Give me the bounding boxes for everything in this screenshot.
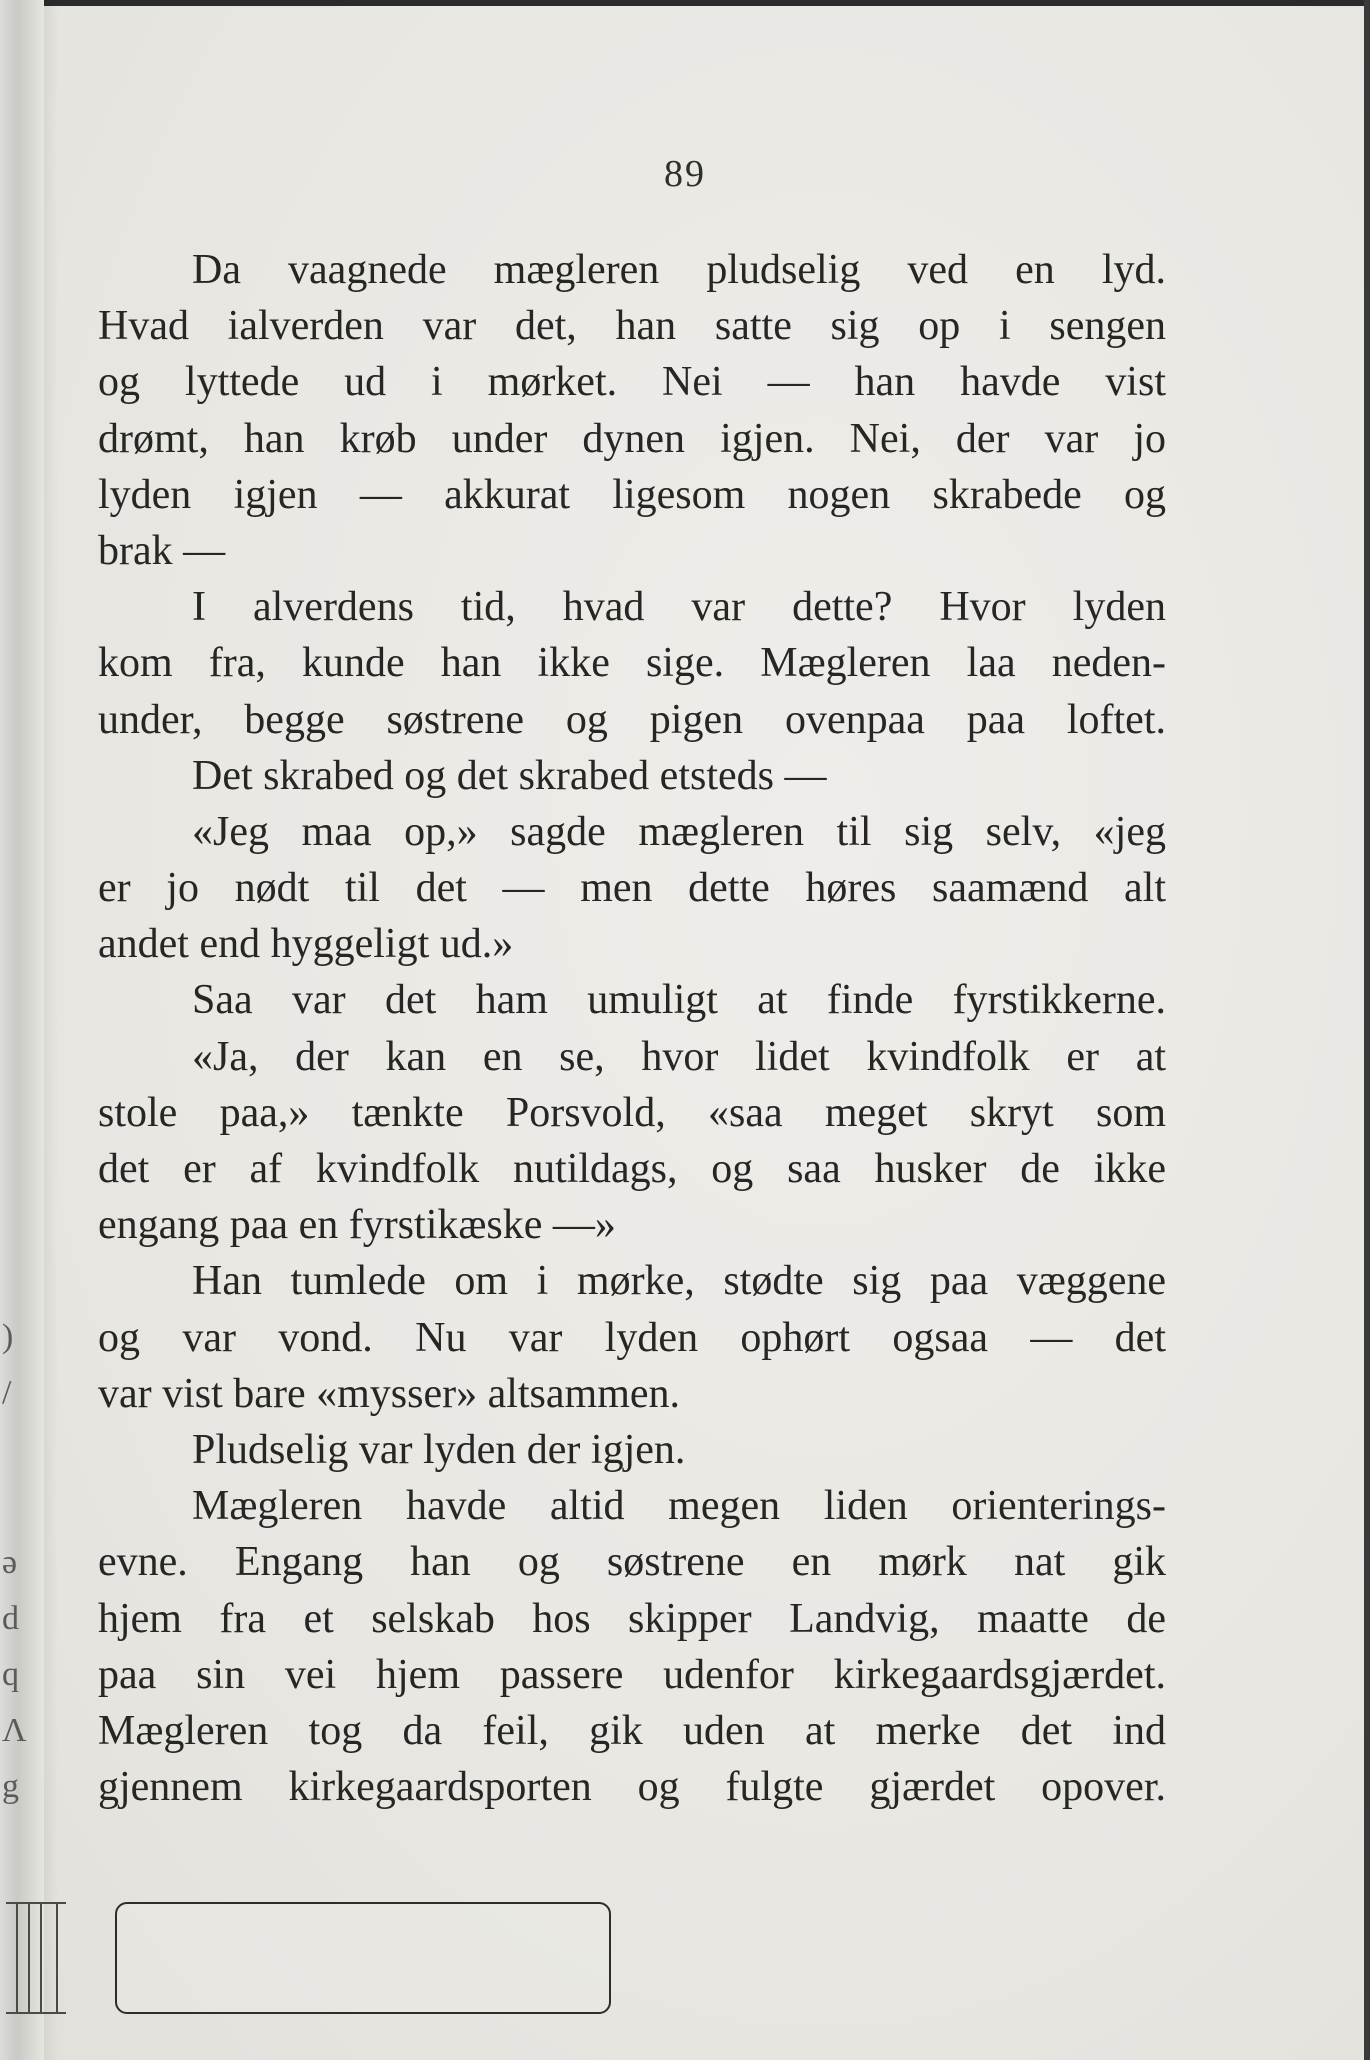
text-line: Mægleren havde altid megen liden orienterings-: [192, 1483, 1166, 1530]
library-label-box: [115, 1902, 611, 2014]
text-line: «Ja, der kan en se, hvor lidet kvindfolk er at: [192, 1033, 1166, 1080]
text-line: andet end hyggeligt ud.»: [98, 921, 514, 968]
margin-glyph: q: [2, 1656, 19, 1693]
text-line: Det skrabed og det skrabed etsteds —: [192, 752, 827, 799]
text-line: Han tumlede om i mørke, stødte sig paa væggene: [192, 1258, 1166, 1305]
text-line: Da vaagnede mægleren pludselig ved en lyd.: [192, 247, 1166, 293]
text-line: og var vond. Nu var lyden ophørt ogsaa — det: [98, 1314, 1166, 1361]
facing-page-margin: [0, 0, 44, 2060]
text-line: lyden igjen — akkurat ligesom nogen skrabede og: [98, 471, 1166, 518]
scan-right-edge: [1364, 0, 1370, 2060]
text-line: Mægleren tog da feil, gik uden at merke det ind: [98, 1707, 1166, 1754]
text-line: brak —: [98, 527, 226, 574]
text-line: paa sin vei hjem passere udenfor kirkegaardsgjærdet.: [98, 1651, 1166, 1698]
text-line: Saa var det ham umuligt at finde fyrstikkerne.: [192, 977, 1166, 1024]
margin-glyph: d: [2, 1600, 19, 1637]
text-line: Pludselig var lyden der igjen.: [192, 1426, 686, 1473]
margin-glyph: /: [2, 1374, 12, 1411]
text-line: drømt, han krøb under dynen igjen. Nei, der var jo: [98, 415, 1166, 462]
text-line: «Jeg maa op,» sagde mægleren til sig selv, «jeg: [192, 808, 1166, 855]
text-line: det er af kvindfolk nutildags, og saa husker de ikke: [98, 1146, 1166, 1192]
margin-glyph: Ʌ: [2, 1712, 27, 1749]
text-line: I alverdens tid, hvad var dette? Hvor lyden: [192, 584, 1166, 631]
margin-glyph: ə: [2, 1544, 18, 1581]
text-line: stole paa,» tænkte Porsvold, «saa meget skryt som: [98, 1089, 1166, 1136]
library-stamp-edge: [6, 1902, 66, 2014]
page-number: 89: [664, 153, 706, 195]
text-line: Hvad ialverden var det, han satte sig op i sengen: [98, 303, 1166, 350]
text-line: under, begge søstrene og pigen ovenpaa paa loftet.: [98, 696, 1166, 743]
text-line: gjennem kirkegaardsporten og fulgte gjærdet opover.: [98, 1764, 1166, 1811]
margin-glyph: ): [2, 1318, 14, 1355]
text-line: var vist bare «mysser» altsammen.: [98, 1370, 681, 1417]
text-line: er jo nødt til det — men dette høres saamænd alt: [98, 865, 1166, 912]
scan-top-edge: [0, 0, 1370, 6]
text-line: engang paa en fyrstikæske —»: [98, 1202, 616, 1249]
margin-glyph: g: [2, 1768, 19, 1805]
body-text: [98, 242, 1166, 1815]
text-line: kom fra, kunde han ikke sige. Mægleren laa neden-: [98, 640, 1166, 687]
text-line: hjem fra et selskab hos skipper Landvig, maatte de: [98, 1595, 1166, 1642]
text-line: evne. Engang han og søstrene en mørk nat gik: [98, 1539, 1166, 1586]
text-line: og lyttede ud i mørket. Nei — han havde vist: [98, 359, 1166, 406]
